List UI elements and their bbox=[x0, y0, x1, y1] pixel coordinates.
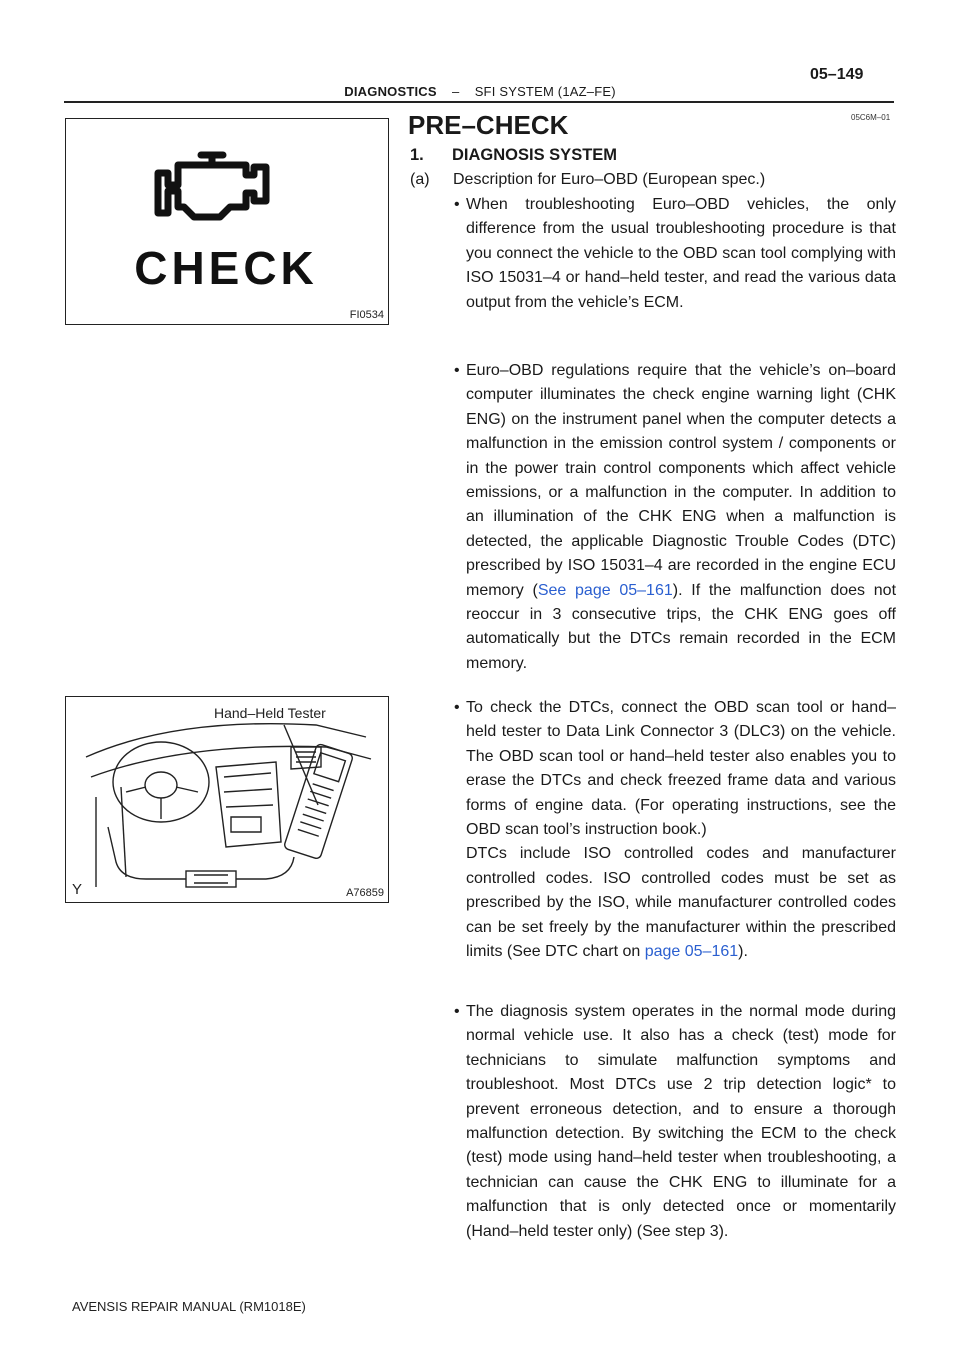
bullet-paragraph bbox=[466, 842, 896, 964]
running-header bbox=[0, 84, 960, 99]
subsection-text: Description for Euro–OBD (European spec.) bbox=[453, 171, 766, 188]
section-number: 1. bbox=[410, 146, 424, 164]
bullet-item bbox=[454, 359, 897, 676]
bullet-dot: • bbox=[454, 196, 460, 213]
figure-code: A76859 bbox=[346, 887, 384, 899]
check-engine-figure bbox=[65, 118, 389, 325]
bullet-item bbox=[454, 696, 896, 964]
header-section: DIAGNOSTICS bbox=[344, 84, 437, 99]
figure-code: FI0534 bbox=[349, 309, 384, 321]
see-page-link[interactable]: See page 05–161 bbox=[537, 581, 673, 599]
section-heading bbox=[410, 146, 617, 165]
check-engine-icon bbox=[66, 119, 387, 323]
bullet-text-end: ). bbox=[738, 943, 748, 961]
bullet-text-cont: DTCs include ISO controlled codes and manufacturer controlled codes. ISO controlled codes must be set as prescribed by the ISO, while manufacturer controlled codes can be set freely by the manufacturer within the prescribed limits (See DTC chart on bbox=[466, 845, 896, 961]
document-code: 05C6M–01 bbox=[851, 113, 891, 122]
footer-manual-title: AVENSIS REPAIR MANUAL (RM1018E) bbox=[72, 1299, 306, 1314]
bullet-text: When troubleshooting Euro–OBD vehicles, the only difference from the usual troubleshooting procedure is that you connect the vehicle to the OBD scan tool complying with ISO 15031–4 or hand–held tester, and read the various data output from the vehicle’s ECM. bbox=[466, 196, 896, 311]
bullet-text: Euro–OBD regulations require that the vehicle’s on–board computer illuminates the check engine warning light (CHK ENG) on the instrument panel when the computer detects a malfunction in the emission control system / components or in the power train control components which affect vehicle emissions, or a malfunction in the computer. In addition to an illumination of the CHK ENG when a malfunction is detected, the applicable Diagnostic Trouble Codes (DTC) prescribed by ISO 15031–4 are recorded in the engine ECU memory ( bbox=[466, 362, 896, 599]
bullet-text: The diagnosis system operates in the normal mode during normal vehicle use. It also has a check (test) mode for technicians to simulate malfunction symptoms and troubleshoot. Most DTCs use 2 trip detection logic* to prevent erroneous detection, and to ensure a thorough malfunction detection. By switching the ECM to the check (test) mode using hand–held tester when troubleshooting, a technician can cause the CHK ENG to illuminate for a malfunction that is only detected once or momentarily (Hand–held tester only) (See step 3). bbox=[466, 1003, 896, 1240]
dtc-chart-link[interactable]: page 05–161 bbox=[644, 943, 739, 961]
bullet-text: To check the DTCs, connect the OBD scan tool or hand–held tester to Data Link Connector 3 (DLC3) on the vehicle. The OBD scan tool or hand–held tester also enables you to erase the DTCs and check freezed frame data and various forms of engine data. (For operating instructions, see the OBD scan tool’s instruction book.) bbox=[466, 699, 896, 839]
header-separator: – bbox=[452, 84, 460, 99]
tester-label: Hand–Held Tester bbox=[214, 705, 326, 721]
bullet-dot: • bbox=[454, 1003, 460, 1020]
header-subsection: SFI SYSTEM (1AZ–FE) bbox=[474, 84, 616, 99]
check-caption: CHECK bbox=[134, 242, 318, 294]
header-rule bbox=[64, 101, 894, 103]
section-title: DIAGNOSIS SYSTEM bbox=[452, 146, 618, 164]
dashboard-tester-illustration bbox=[66, 697, 387, 901]
subsection-heading bbox=[410, 171, 765, 189]
bullet-dot: • bbox=[454, 362, 460, 379]
page-number: 05–149 bbox=[810, 66, 864, 83]
corner-mark: Y bbox=[72, 881, 83, 898]
bullet-text-cont: ). If the malfunction does not reoccur in 3 consecutive trips, the CHK ENG goes off automatically but the DTCs remain recorded in the ECM memory. bbox=[466, 581, 897, 672]
page-heading: PRE–CHECK bbox=[408, 110, 569, 140]
bullet-dot: • bbox=[454, 699, 460, 716]
bullet-item bbox=[454, 193, 896, 315]
subsection-label: (a) bbox=[410, 171, 430, 188]
hand-held-tester-figure bbox=[65, 696, 389, 903]
bullet-item bbox=[454, 1000, 896, 1244]
